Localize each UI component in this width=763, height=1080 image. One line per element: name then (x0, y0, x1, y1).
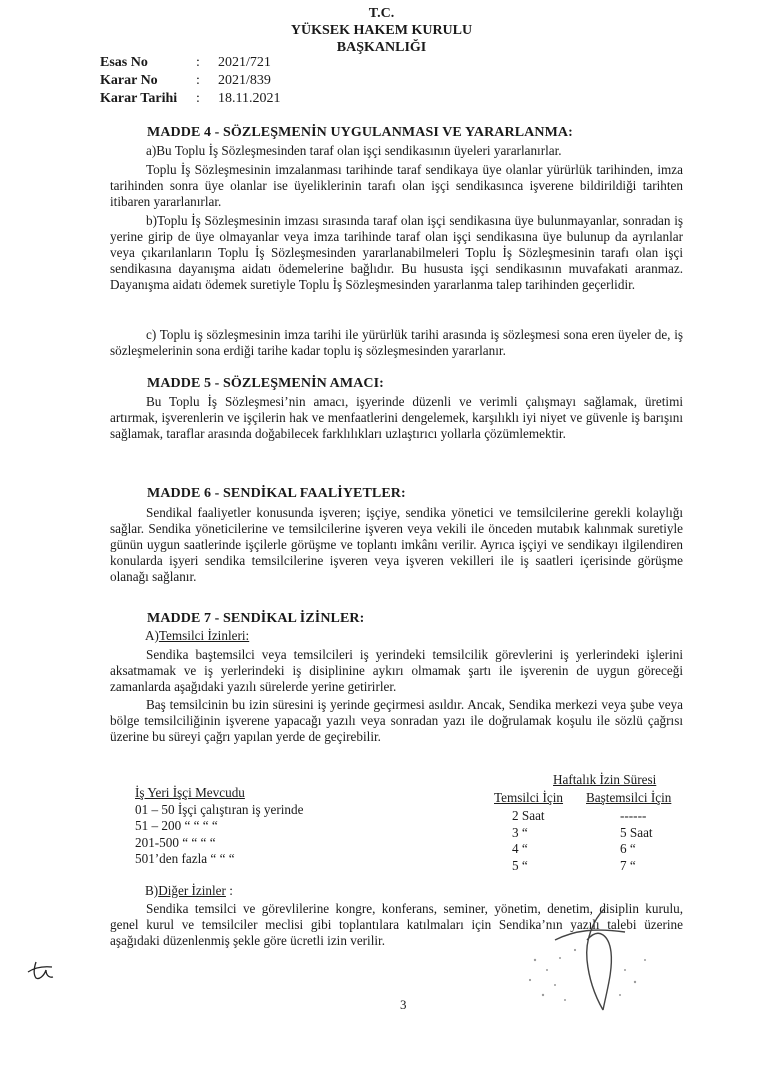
stamp-signature-icon (495, 900, 675, 1020)
madde6-p1: Sendikal faaliyetler konusunda işveren; işçiye, sendika yönetici ve temsilcilerine gerekli kolaylığı sağlar. Sendika yöneticilerine ve temsilcilerine işveren veya vekili ile önceden mutabık kalınmak suretiyle günün uygun saatlerinde işçilerle görüşme ve toplantı imkânı verilir. Ayrıca işçiyi ve sendikayı ilgilendiren konularda işyeri sendika temsilcilerine işveren veya işveren vekilleri ile iş saatleri içerisinde görüşme olanağı sağlanır. (110, 505, 683, 584)
madde4-title: MADDE 4 - SÖZLEŞMENİN UYGULANMASI VE YARARLANMA: (147, 125, 573, 140)
table-right-header: Haftalık İzin Süresi (553, 772, 657, 787)
table-col2-header: Baştemsilci İçin (586, 790, 672, 805)
meta-sep: : (196, 91, 200, 106)
madde7-b-prefix: B) (145, 883, 159, 898)
izin-table-col1 (512, 808, 545, 874)
madde7-b-title: Diğer İzinler (158, 883, 226, 898)
madde5-p1: Bu Toplu İş Sözleşmesi’nin amacı, işyerinde düzenli ve verimli çalışmayı sağlamak, üretimi artırmak, işverenlerin ve işçilerin hak ve menfaatlerini dengelemek, karşılıklı iyi niyet ve güvenle iş barışını sağlamak, taraflar arasında doğabilecek farklılıkları uzlaştırıcı yollarla çözümlemektir. (110, 394, 683, 441)
meta-sep: : (196, 73, 200, 88)
madde7-b-heading (145, 883, 233, 899)
header-tc: T.C. (368, 6, 395, 21)
meta-karar (100, 73, 271, 89)
header-institution: YÜKSEK HAKEM KURULU (290, 23, 473, 38)
initials-signature-icon (24, 958, 58, 982)
table-cell-bastemsilci: ------ (620, 808, 647, 823)
madde7-p3: Sendika temsilci ve görevlilerine kongre, konferans, seminer, yönetim, denetim, disiplin kurulu, genel kurul ve temsilciler meclisi gibi toplantılara katılmaları için Sendika’nın yazılı talebi üzerine aşağıdaki düzenlenmiş şekle göre ücretli izin verilir. (110, 901, 683, 948)
table-row-label: 201-500 “ “ “ “ (135, 834, 216, 850)
table-col1-header: Temsilci İçin (494, 790, 564, 805)
meta-value: 18.11.2021 (218, 91, 281, 106)
table-left-header: İş Yeri İşçi Mevcudu (135, 785, 245, 800)
madde5-title: MADDE 5 - SÖZLEŞMENİN AMACI: (147, 376, 384, 391)
izin-table-left (135, 785, 303, 868)
madde7-a-prefix: A) (145, 628, 159, 643)
madde4-p1: Toplu İş Sözleşmesinin imzalanması tarihinde taraf sendikaya üye olanlar yürürlük tarihinden, imza tarihinden sonra üye olanlar ise üyeliklerinin tarafı olan işçi sendikasınca işverene bildirildiği tarihten itibaren yararlanırlar. (110, 162, 683, 209)
table-cell-bastemsilci: 7 “ (620, 857, 636, 873)
meta-label: Karar No (100, 73, 158, 88)
meta-value: 2021/721 (218, 55, 271, 70)
table-row-label: 01 – 50 İşçi çalıştıran iş yerinde (135, 801, 304, 817)
meta-value: 2021/839 (218, 73, 271, 88)
meta-label: Esas No (100, 55, 148, 70)
table-cell-temsilci: 2 Saat (512, 808, 545, 823)
table-row-label: 501’den fazla “ “ “ (135, 851, 235, 866)
madde7-b-colon: : (225, 883, 233, 898)
table-cell-temsilci: 3 “ (512, 824, 528, 840)
madde7-a-title: Temsilci İzinleri: (158, 628, 250, 643)
page-number: 3 (400, 997, 407, 1012)
meta-esas (100, 55, 271, 71)
madde4-c: c) Toplu iş sözleşmesinin imza tarihi ile yürürlük tarihi arasında iş sözleşmesi sona eren üyeler de, iş sözleşmelerinin sona erdiği tarihe kadar toplu iş sözleşmesinden yararlanır. (110, 327, 683, 358)
madde7-a-heading (145, 628, 249, 644)
meta-karar-tarihi (100, 91, 280, 107)
madde4-b: b)Toplu İş Sözleşmesinin imzası sırasında taraf olan işçi sendikasına üye bulunmayanlar, sonradan iş yerine girip de üye olmayanlar veya imza tarihinde taraf olan işçi sendikasına üye bulunup da ayrılanlar veya çıkarılanların Toplu İş Sözleşmesinden yararlanabilmeleri Toplu İş Sözleşmesinin tarafı olan işçi sendikasına dayanışma aidatı ödemelerine bağlıdır. Bu hususta işçi sendikasının muvafakati aranmaz. Dayanışma aidatı ödemek suretiyle Toplu İş Sözleşmesinden yararlanma talep tarihinden geçerlidir. (110, 213, 683, 292)
madde7-title: MADDE 7 - SENDİKAL İZİNLER: (147, 611, 365, 626)
table-row-label: 51 – 200 “ “ “ “ (135, 818, 218, 833)
madde6-title: MADDE 6 - SENDİKAL FAALİYETLER: (147, 486, 406, 501)
madde7-p2: Baş temsilcinin bu izin süresini iş yerinde geçirmesi asıldır. Ancak, Sendika merkezi veya şube veya bölge temsilciliğinin işverene yapacağı yazılı veya sonradan yazı ile doğrulamak koşulu ile sözlü çağrısı üzerine bu süreyi çağrı yapılan yerde de geçirebilir. (110, 697, 683, 744)
madde4-a: a)Bu Toplu İş Sözleşmesinden taraf olan işçi sendikasının üyeleri yararlanırlar. (146, 143, 562, 158)
table-cell-bastemsilci: 6 “ (620, 841, 636, 856)
table-cell-temsilci: 4 “ (512, 841, 528, 856)
header-department: BAŞKANLIĞI (336, 40, 427, 55)
meta-sep: : (196, 55, 200, 70)
table-cell-temsilci: 5 “ (512, 857, 528, 873)
meta-label: Karar Tarihi (100, 91, 178, 106)
table-cell-bastemsilci: 5 Saat (620, 824, 653, 840)
izin-table-col2 (620, 808, 653, 874)
madde7-p1: Sendika baştemsilci veya temsilcileri iş yerindeki temsilcilik görevlerini iş yerlerindeki işlerini aksatmamak ve iş yerlerindeki iş disiplinine aykırı olmamak şartı ile işverenin de uygun göreceği zamanlarda aşağıdaki yazılı sürelerde yerine getirirler. (110, 647, 683, 694)
